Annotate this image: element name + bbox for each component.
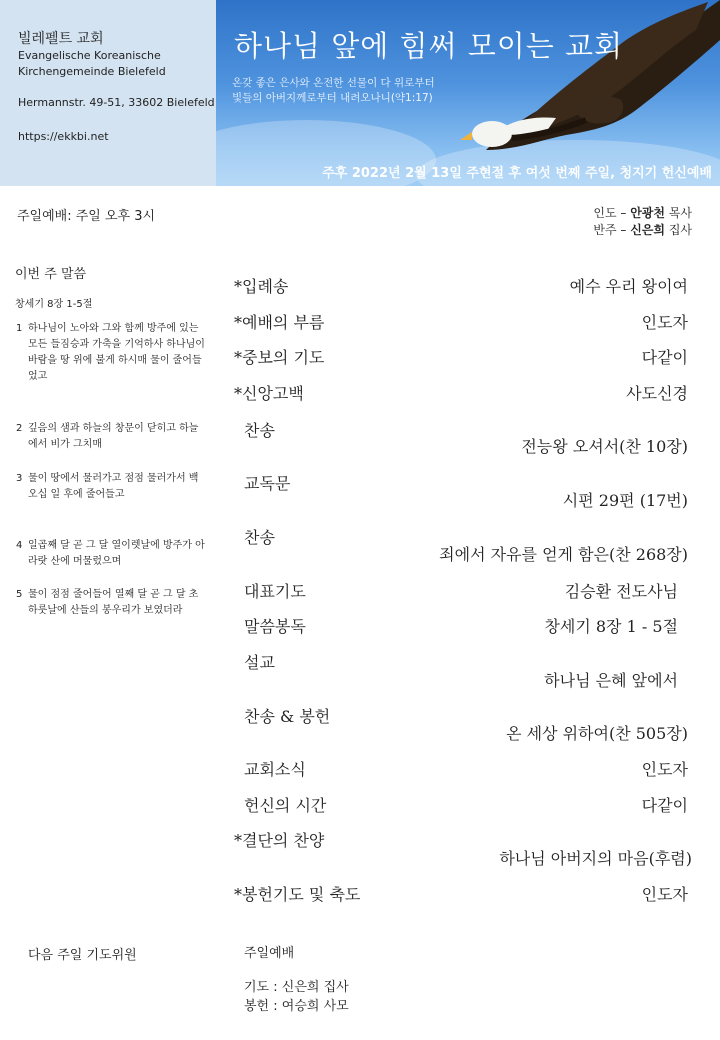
order-value: 인도자 — [641, 760, 688, 779]
order-value: 온 세상 위하여(찬 505장) — [506, 724, 688, 743]
church-address: Hermannstr. 49-51, 33602 Bielefeld — [18, 96, 215, 109]
verse-item: 3 물이 땅에서 물러가고 점점 물러가서 백오십 일 후에 줄어들고 — [16, 473, 199, 500]
order-value: 죄에서 자유를 얻게 함은(찬 268장) — [439, 545, 688, 564]
leader-line: 인도 – 안광천 목사 — [593, 206, 692, 220]
order-label: 대표기도 — [244, 582, 306, 601]
church-name-german-2: Kirchengemeinde Bielefeld — [18, 65, 166, 78]
sidebar-title: 이번 주 말씀 — [15, 267, 87, 282]
order-label: *봉헌기도 및 축도 — [234, 885, 361, 904]
order-label: *중보의 기도 — [234, 348, 325, 367]
order-value: 하나님 은혜 앞에서 — [544, 671, 678, 690]
order-value: 창세기 8장 1 - 5절 — [544, 617, 678, 636]
order-label: 말씀봉독 — [244, 617, 306, 636]
order-value: 다같이 — [641, 348, 688, 367]
order-value: 김승환 전도사님 — [564, 582, 678, 601]
order-value: 예수 우리 왕이여 — [569, 277, 688, 296]
sunday-date-title: 주후 2022년 2월 13일 주현절 후 여섯 번째 주일, 청지기 헌신예배 — [322, 166, 712, 181]
order-value: 사도신경 — [626, 384, 688, 403]
verse-item: 4 일곱째 달 곧 그 달 열이렛날에 방주가 아라랏 산에 머물렀으며 — [16, 540, 205, 567]
order-label: 설교 — [244, 653, 275, 672]
banner-verse: 온갖 좋은 은사와 온전한 선물이 다 위로부터 빛들의 아버지께로부터 내려오나니(약1:17) — [232, 77, 435, 104]
order-value: 하나님 아버지의 마음(후렴) — [499, 849, 692, 868]
footer-prayer: 기도 : 신은희 집사 — [244, 980, 349, 995]
next-week-prayer-title: 다음 주일 기도위원 — [28, 948, 137, 963]
church-name-german-1: Evangelische Koreanische — [18, 49, 161, 62]
order-value: 시편 29편 (17번) — [562, 491, 688, 510]
service-leaders — [593, 205, 692, 239]
accompanist-line: 반주 – 신은희 집사 — [593, 223, 692, 237]
verse-item: 1 하나님이 노아와 그와 함께 방주에 있는 모든 들짐승과 가축을 기억하사 하나님이 바람을 땅 위에 불게 하시매 물이 줄어들었고 — [16, 323, 205, 382]
order-value: 전능왕 오셔서(찬 10장) — [521, 437, 688, 456]
banner-title: 하나님 앞에 힘써 모이는 교회 — [234, 29, 624, 63]
order-label: 헌신의 시간 — [244, 796, 327, 815]
order-value: 인도자 — [641, 313, 688, 332]
scripture-reference: 창세기 8장 1-5절 — [15, 299, 93, 310]
verse-item: 5 물이 점점 줄어들어 열째 달 곧 그 달 초하룻날에 산들의 봉우리가 보였더라 — [16, 589, 199, 616]
footer-offering: 봉헌 : 여승희 사모 — [244, 999, 349, 1014]
order-label: 교회소식 — [244, 760, 306, 779]
order-label: *신앙고백 — [234, 384, 304, 403]
church-info-panel — [0, 0, 216, 186]
order-label: 교독문 — [244, 474, 291, 493]
church-website-link[interactable]: https://ekkbi.net — [18, 130, 109, 143]
order-value: 인도자 — [641, 885, 688, 904]
church-name: 빌레펠트 교회 — [18, 31, 104, 47]
order-label: 찬송 — [244, 421, 275, 440]
order-label: *입례송 — [234, 277, 289, 296]
footer-service: 주일예배 — [244, 946, 295, 961]
order-label: 찬송 & 봉헌 — [244, 707, 331, 726]
order-label: *예배의 부름 — [234, 313, 325, 332]
order-label: *결단의 찬양 — [234, 831, 325, 850]
order-label: 찬송 — [244, 528, 275, 547]
header-banner — [216, 0, 720, 186]
service-time: 주일예배: 주일 오후 3시 — [17, 209, 156, 224]
verse-item: 2 깊음의 샘과 하늘의 창문이 닫히고 하늘에서 비가 그치매 — [16, 423, 199, 450]
order-value: 다같이 — [641, 796, 688, 815]
